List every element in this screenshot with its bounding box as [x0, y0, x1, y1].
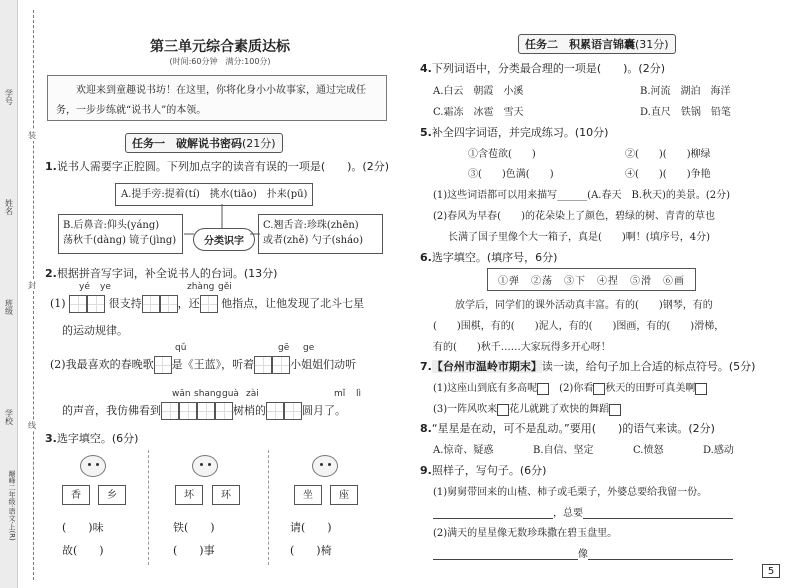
task1-name: 破解说书密码 — [176, 137, 242, 150]
binding-line — [33, 10, 34, 580]
fill-blank: ( )味 — [62, 521, 104, 534]
label-student-number: 学号 — [5, 89, 13, 107]
q2-line1: (1) 很支持 ，还 他指点，让他发现了北斗七星 — [50, 295, 364, 313]
divider — [268, 450, 269, 565]
pinyin-ge2: ge — [303, 343, 315, 353]
word-card: 坏 — [175, 485, 203, 505]
q8-option-d: D.感动 — [703, 445, 734, 456]
page-number: 5 — [762, 564, 780, 578]
q2-line3: (2)我最喜欢的春晚歌 是《王蓝》，听着 小姐姐们动听 — [50, 356, 356, 374]
task2-score: (31分) — [635, 38, 669, 51]
chick-icon — [312, 455, 338, 477]
label-name: 姓名 — [5, 199, 13, 217]
brand-label: 巅峰二年级·语文·上(R) — [8, 470, 16, 541]
divider — [148, 450, 149, 565]
write-cell — [284, 402, 302, 420]
pinyin-gei: gěi — [218, 282, 232, 292]
label-class: 班级 — [5, 299, 13, 317]
write-cell — [87, 295, 105, 313]
write-cell — [69, 295, 87, 313]
cut-mark-3: 线 — [28, 421, 36, 430]
pinyin-wan: wān — [172, 389, 191, 399]
chick-icon — [80, 455, 106, 477]
chick-icon — [192, 455, 218, 477]
q1-option-c: C.翘舌音:珍珠(zhēn) 或者(zhě) 勺子(sháo) — [258, 214, 383, 254]
pinyin-ye1: yé — [79, 282, 90, 292]
punct-box[interactable] — [609, 404, 621, 416]
punct-box[interactable] — [593, 383, 605, 395]
write-cell — [254, 356, 272, 374]
task2-name: 积累语言锦囊 — [569, 38, 635, 51]
punct-box[interactable] — [695, 383, 707, 395]
q8: 8.“星星是在动，可不是乱动。”要用( )的语气来读。(2分) — [420, 422, 715, 435]
pinyin-shang: shang — [194, 389, 222, 399]
q8-option-c: C.愤怒 — [633, 445, 664, 456]
q1-option-a: A.提手旁:提着(tí) 挑水(tiāo) 扑来(pū) — [115, 183, 313, 206]
q5-sub2a: (2)春风为早春( )的花朵染上了颜色，碧绿的树、青青的草也 — [433, 211, 715, 222]
word-card: 环 — [212, 485, 240, 505]
punct-box[interactable] — [537, 383, 549, 395]
cut-mark-1: 装 — [28, 131, 36, 140]
idiom-3: ③( )色满( ) — [468, 169, 554, 180]
q6-line1: 放学后，同学们的课外活动真丰富。有的( )钢琴，有的 — [455, 300, 713, 311]
punct-box[interactable] — [497, 404, 509, 416]
q1: 1.说书人需要字正腔圆。下列加点字的读音有误的一项是( )。(2分) — [45, 160, 390, 173]
q9: 9.照样子，写句子。(6分) — [420, 464, 547, 477]
label-school: 学校 — [5, 409, 13, 427]
fill-blank: ( )椅 — [290, 544, 332, 557]
q8-option-b: B.自信、坚定 — [533, 445, 594, 456]
q9-answer2: 像 — [433, 545, 733, 560]
q4: 4.下列词语中，分类最合理的一项是( )。(2分) — [420, 62, 666, 75]
fill-blank: ( )事 — [173, 544, 215, 557]
q1-connectors — [180, 200, 265, 240]
word-card: 座 — [330, 485, 358, 505]
q2-line4: 的声音，我仿佛看到 树梢的 圆月了。 — [62, 402, 346, 420]
pinyin-gua: guà — [222, 389, 239, 399]
write-cell — [161, 402, 179, 420]
write-cell — [200, 295, 218, 313]
pinyin-zhang: zhàng — [187, 282, 215, 292]
word-card: 坐 — [294, 485, 322, 505]
q4-option-d: D.直尺 铁锅 铅笔 — [640, 107, 731, 118]
task2-header — [518, 34, 676, 54]
task1-score: (21分) — [242, 137, 276, 150]
q9-sample1: (1)舅舅带回来的山楂、柿子或毛栗子，外婆总要给我留一份。 — [433, 487, 708, 498]
q7-line2: (3)一阵风吹来 花儿就跳了欢快的舞蹈 — [433, 400, 621, 416]
q6-line3: 有的( )秋千……大家玩得多开心呀！ — [433, 342, 611, 353]
q2: 2.根据拼音写字词，补全说书人的台词。(13分) — [45, 267, 278, 280]
cut-mark-2: 封 — [28, 281, 36, 290]
exam-info: (时间:60分钟 满分:100分) — [169, 57, 271, 66]
q3: 3.选字填空。(6分) — [45, 432, 139, 445]
word-card: 香 — [62, 485, 90, 505]
word-card: 乡 — [98, 485, 126, 505]
q5-sub1: (1)这些词语都可以用来描写______(A.春天 B.秋天)的美景。(2分) — [433, 190, 731, 201]
write-cell — [215, 402, 233, 420]
write-cell — [272, 356, 290, 374]
intro-box: 欢迎来到童趣说书坊！在这里，你将化身小小故事家，通过完成任务，一步步练就“说书人”的本领。 — [47, 75, 387, 121]
q7-line1: (1)这座山到底有多高呢 (2)你看 秋天的田野可真美啊 — [433, 379, 707, 395]
pinyin-mi: mǐ — [334, 389, 346, 399]
fill-blank: 铁( ) — [173, 521, 215, 534]
pinyin-li: lì — [356, 389, 362, 399]
q6: 6.选字填空。(填序号，6分) — [420, 251, 558, 264]
write-cell — [154, 356, 172, 374]
q4-option-b: B.河流 湖泊 海洋 — [640, 86, 731, 97]
q5-sub2b: 长满了国子里像个大一箱子，真是( )啊！(填序号，4分) — [448, 232, 710, 243]
fill-blank: 请( ) — [290, 521, 332, 534]
pinyin-qu: qǔ — [175, 343, 187, 353]
pinyin-ge1: gē — [278, 343, 290, 353]
q8-option-a: A.惊奇、疑惑 — [433, 445, 494, 456]
q1-option-b: B.后鼻音:仰头(yáng) 荡秋千(dàng) 镜子(jìng) — [58, 214, 183, 254]
q5: 5.补全四字词语，并完成练习。(10分) — [420, 126, 609, 139]
q9-sample2: (2)满天的星星像无数珍珠撒在碧玉盘里。 — [433, 528, 618, 539]
fill-blank: 故( ) — [62, 544, 104, 557]
write-cell — [197, 402, 215, 420]
write-cell — [179, 402, 197, 420]
q7-source-tag: 【台州市温岭市期末】 — [431, 360, 542, 373]
write-cell — [160, 295, 178, 313]
q7: 7.【台州市温岭市期末】读一读，给句子加上合适的标点符号。(5分) — [420, 360, 756, 373]
q2-line2: 的运动规律。 — [62, 324, 128, 337]
q6-word-bank: ①弹 ②荡 ③下 ④捏 ⑤滑 ⑥画 — [487, 268, 696, 291]
q6-line2: ( )围棋，有的( )泥人，有的( )图画，有的( )滑梯， — [433, 321, 725, 332]
task1-tag: 任务一 — [132, 137, 165, 150]
q9-answer1: ，总要 — [433, 504, 733, 519]
idiom-4: ④( )( )争艳 — [625, 169, 711, 180]
pinyin-zai: zài — [246, 389, 259, 399]
page-title: 第三单元综合素质达标 — [150, 39, 290, 55]
idiom-1: ①含苞欲( ) — [468, 149, 536, 160]
q4-option-c: C.霜冻 冰雹 雪天 — [433, 107, 524, 118]
write-cell — [142, 295, 160, 313]
q1-hub: 分类识字 — [193, 228, 255, 251]
write-cell — [266, 402, 284, 420]
idiom-2: ②( )( )柳绿 — [625, 149, 711, 160]
q4-option-a: A.白云 朝霞 小溪 — [433, 86, 524, 97]
pinyin-ye2: ye — [100, 282, 111, 292]
task2-tag: 任务二 — [525, 38, 558, 51]
task1-header — [125, 133, 283, 153]
